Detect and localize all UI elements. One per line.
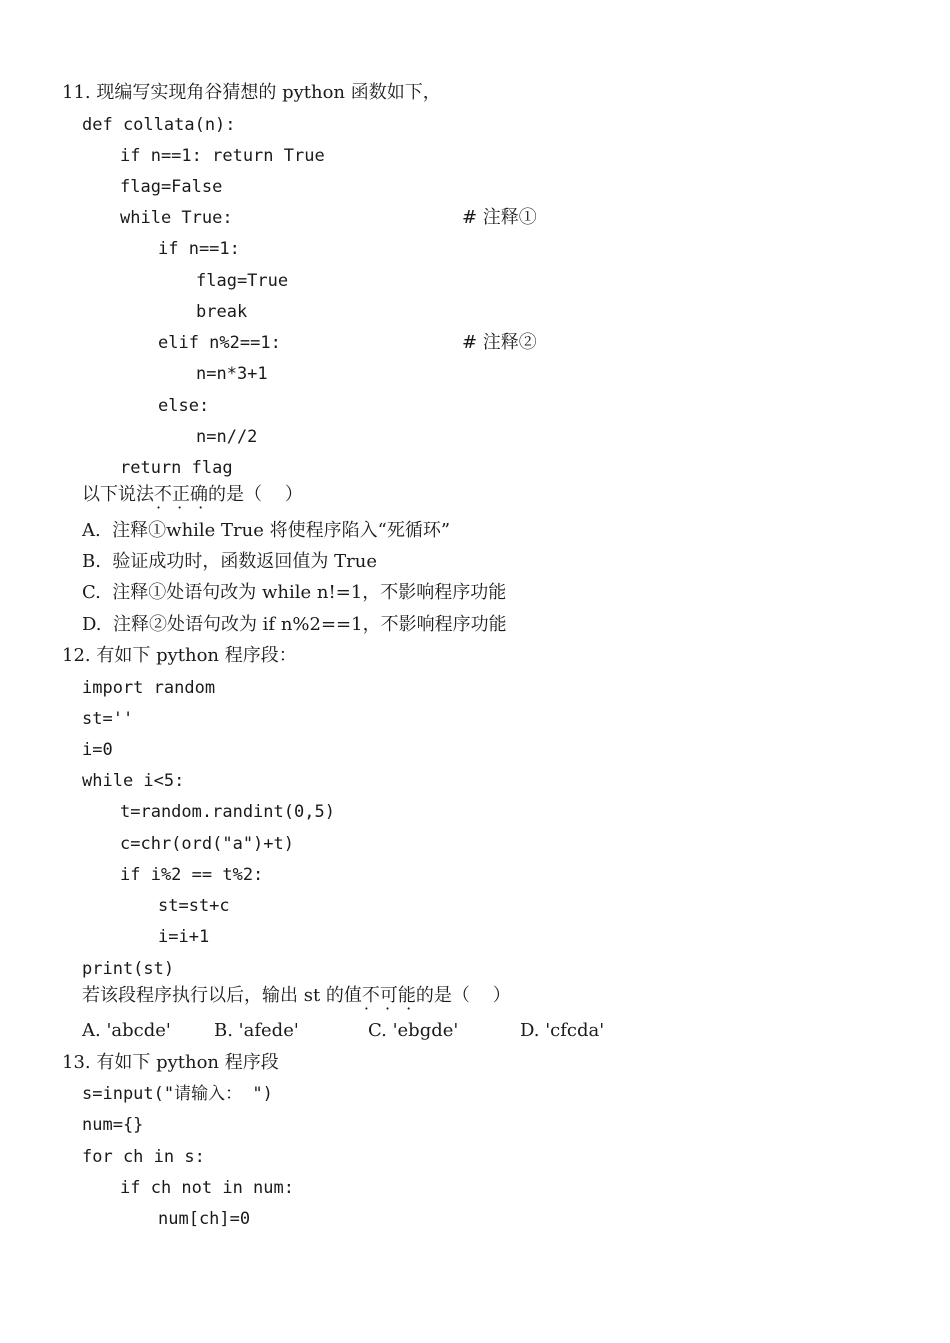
q11-option-a: A. 注释①while True 将使程序陷入“死循环” [82, 520, 451, 541]
q11-code-line: elif n%2==1: [158, 333, 281, 353]
q11-code-line: break [196, 302, 248, 322]
q13-code-line: num={} [82, 1115, 144, 1135]
q11-code-line: def collata(n): [82, 115, 236, 135]
q13-code-line: for ch in s: [82, 1147, 205, 1167]
q11-title: 11. 现编写实现角谷猜想的 python 函数如下， [62, 82, 441, 103]
q11-option-b: B. 验证成功时，函数返回值为 True [82, 551, 377, 572]
q12-question-prefix: 若该段程序执行以后，输出 st 的值 [82, 985, 362, 1006]
q12-option-b: B. 'afede' [214, 1020, 299, 1041]
q11-question-suffix: 的是（ ） [208, 484, 303, 505]
q11-option-c: C. 注释①处语句改为 while n!=1，不影响程序功能 [82, 582, 507, 603]
q13-code-line: s=input("请输入： ") [82, 1084, 273, 1104]
q11-code-line: return flag [120, 458, 233, 478]
q11-code-line: n=n*3+1 [196, 364, 268, 384]
q11-code-line: else: [158, 396, 210, 416]
q11-code-line: if n==1: [158, 239, 240, 259]
q11-code-line: flag=True [196, 271, 289, 291]
q13-title: 13. 有如下 python 程序段 [62, 1052, 279, 1073]
q12-code-line: import random [82, 678, 216, 698]
q12-code-line: if i%2 == t%2: [120, 865, 264, 885]
q11-comment-2: # 注释② [462, 332, 537, 353]
q12-code-line: st='' [82, 709, 134, 729]
q12-code-line: st=st+c [158, 896, 230, 916]
q11-code-line: n=n//2 [196, 427, 258, 447]
q12-code-line: c=chr(ord("a")+t) [120, 834, 294, 854]
q13-code-line: if ch not in num: [120, 1178, 294, 1198]
q12-option-a: A. 'abcde' [82, 1020, 171, 1041]
q12-title: 12. 有如下 python 程序段： [62, 645, 297, 666]
q12-code-line: i=i+1 [158, 927, 210, 947]
q11-option-d: D. 注释②处语句改为 if n%2==1，不影响程序功能 [82, 614, 507, 635]
q12-question [82, 985, 511, 1007]
q12-question-suffix: 的是（ ） [415, 985, 511, 1006]
q11-code-line: if n==1: return True [120, 146, 325, 166]
q11-question [82, 484, 303, 506]
q13-code-line: num[ch]=0 [158, 1209, 251, 1229]
q11-comment-1: # 注释① [462, 207, 537, 228]
q12-code-line: print(st) [82, 959, 175, 979]
q12-option-d: D. 'cfcda' [520, 1020, 605, 1041]
q12-question-emphasis: 不可能 · · · [362, 985, 416, 1007]
q11-question-emphasis: 不正确 · · · [154, 484, 208, 506]
q11-code-line: while True: [120, 208, 233, 228]
q12-code-line: i=0 [82, 740, 113, 760]
q12-code-line: t=random.randint(0,5) [120, 802, 335, 822]
q12-option-c: C. 'ebgde' [368, 1020, 459, 1041]
q12-code-line: while i<5: [82, 771, 185, 791]
q11-code-line: flag=False [120, 177, 223, 197]
q11-question-prefix: 以下说法 [82, 484, 154, 505]
